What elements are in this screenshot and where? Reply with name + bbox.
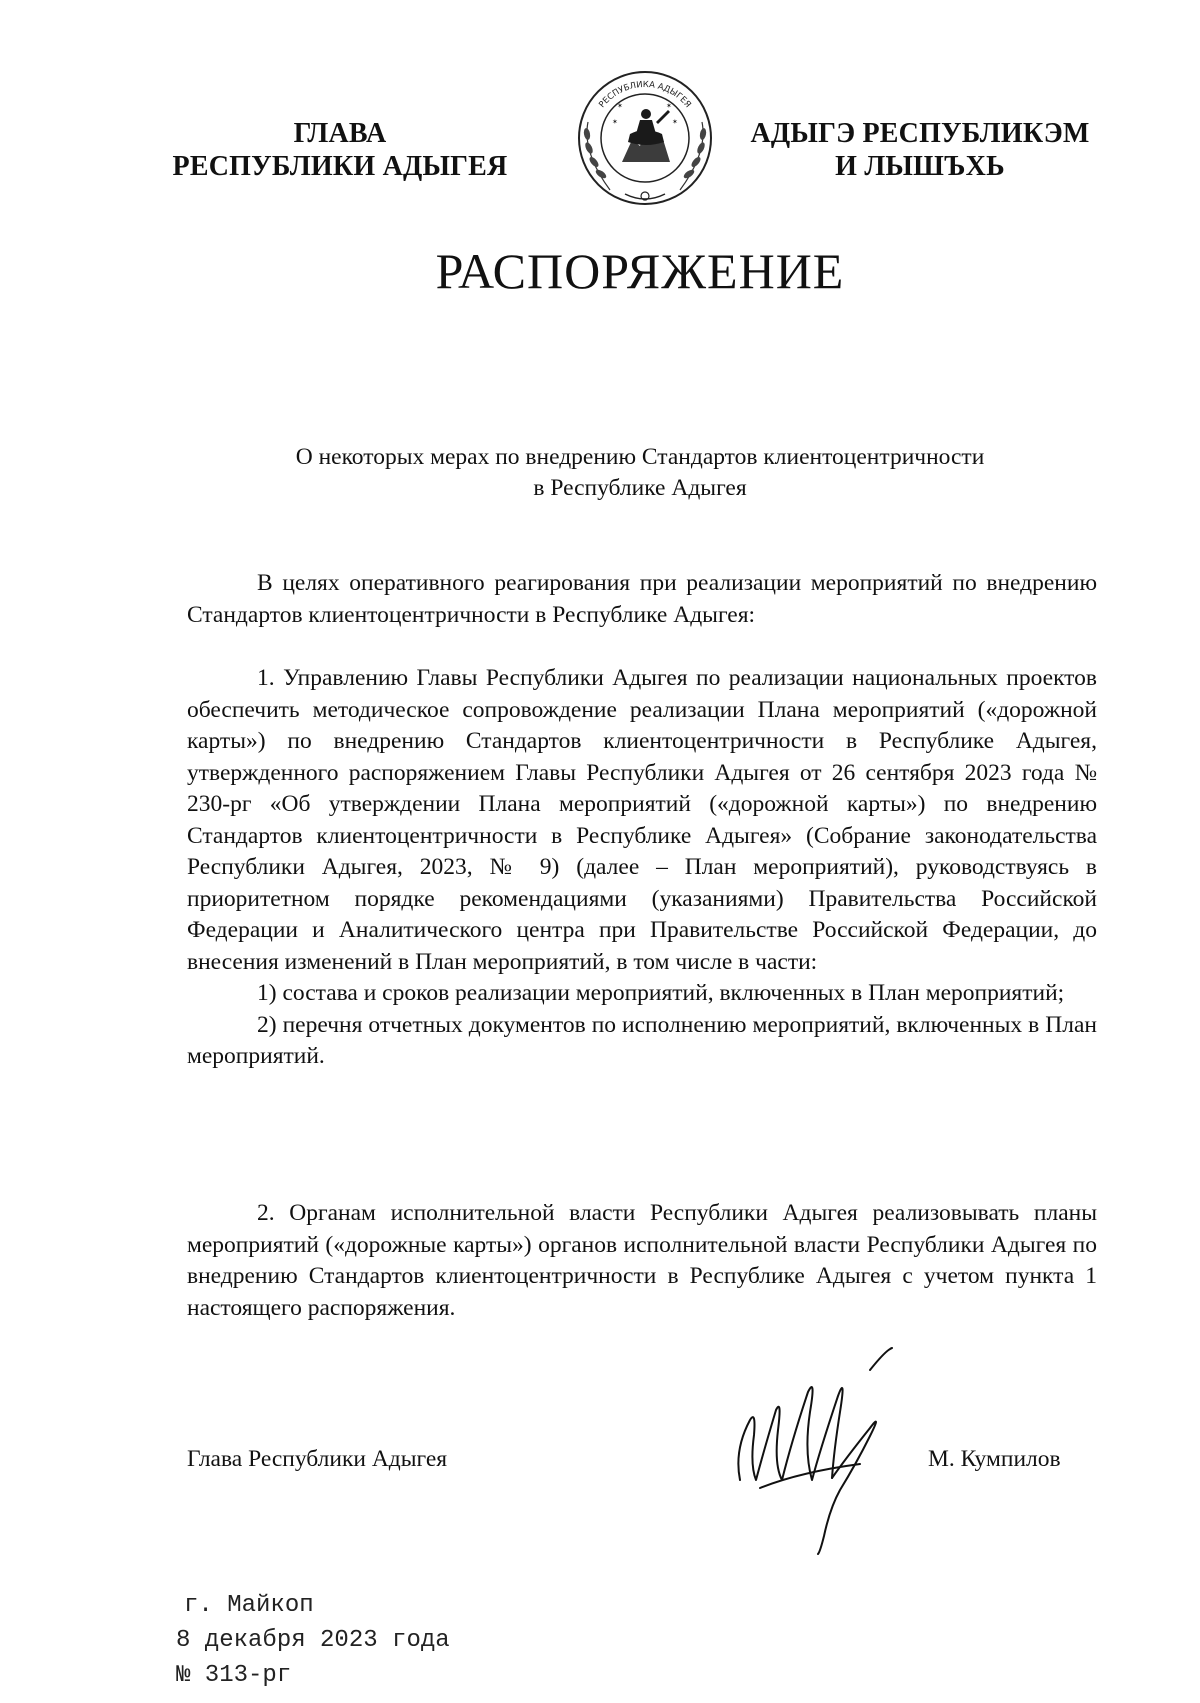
svg-text:✶: ✶ <box>612 118 618 126</box>
svg-text:РЕСПУБЛИКА АДЫГЕЯ: РЕСПУБЛИКА АДЫГЕЯ <box>597 79 693 110</box>
svg-text:✶: ✶ <box>672 118 678 126</box>
svg-text:✶: ✶ <box>666 102 672 110</box>
clause-1-paragraph: 1. Управлению Главы Республики Адыгея по реализации национальных проектов обеспечить методическое сопровождение реализации Плана мероприятий («дорожной карты») по внедрению Стандартов клиентоцентричности в Республике Адыгея, утвержденного распоряжением Главы Республики Адыгея от 26 сентября 2023 года № 230-рг «Об утверждении Плана мероприятий («дорожной карты») по внедрению Стандартов клиентоцентричности в Республике Адыгея» (Собрание законодательства Республики Адыгея, 2023, № 9) (далее – План мероприятий), руководствуясь в приоритетном порядке рекомендациями (указаниями) Правительства Российской Федерации и Аналитического центра при Правительстве Российской Федерации, до внесения изменений в План мероприятий, в том числе в части: <box>187 665 1097 975</box>
clause-2-section <box>187 1198 1097 1324</box>
signatory-position: Глава Республики Адыгея <box>187 1446 448 1472</box>
clause-2-paragraph: 2. Органам исполнительной власти Республики Адыгея реализовывать планы мероприятий («дорожные карты») органов исполнительной власти Республики Адыгея по внедрению Стандартов клиентоцентричности в Республике Адыгея с учетом пункта 1 настоящего распоряжения. <box>187 1200 1097 1321</box>
preamble-paragraph: В целях оперативного реагирования при реализации мероприятий по внедрению Стандартов клиентоцентричности в Республике Адыгея: <box>187 570 1097 628</box>
registration-block <box>176 1588 450 1693</box>
place-of-issue: г. Майкоп <box>184 1592 314 1619</box>
title-line: в Республике Адыгея <box>533 475 747 501</box>
title-line: О некоторых мерах по внедрению Стандартов клиентоцентричности <box>295 444 985 470</box>
document-number: № 313-рг <box>176 1662 292 1689</box>
issuer-line: И ЛЫШЪХЬ <box>835 151 1005 182</box>
clause-1-subitem-1: 1) состава и сроков реализации мероприятий, включенных в План мероприятий; <box>257 980 1065 1006</box>
preamble-section <box>187 568 1097 631</box>
issuer-line: АДЫГЭ РЕСПУБЛИКЭМ <box>750 118 1090 149</box>
coat-of-arms-emblem <box>570 62 720 210</box>
document-title <box>230 442 1050 504</box>
document-type-heading: РАСПОРЯЖЕНИЕ <box>435 243 845 299</box>
issuer-line: ГЛАВА <box>293 118 387 149</box>
issuer-header-russian <box>170 117 510 183</box>
issue-date: 8 декабря 2023 года <box>176 1627 450 1654</box>
clause-1-section <box>187 663 1097 1073</box>
issuer-header-adyghe <box>740 117 1100 183</box>
signatory-name: М. Кумпилов <box>928 1446 1061 1472</box>
handwritten-signature <box>720 1340 910 1560</box>
issuer-line: РЕСПУБЛИКИ АДЫГЕЯ <box>172 151 508 182</box>
svg-text:✶: ✶ <box>617 102 623 110</box>
clause-1-subitem-2: 2) перечня отчетных документов по исполнению мероприятий, включенных в План мероприятий. <box>187 1011 1097 1069</box>
